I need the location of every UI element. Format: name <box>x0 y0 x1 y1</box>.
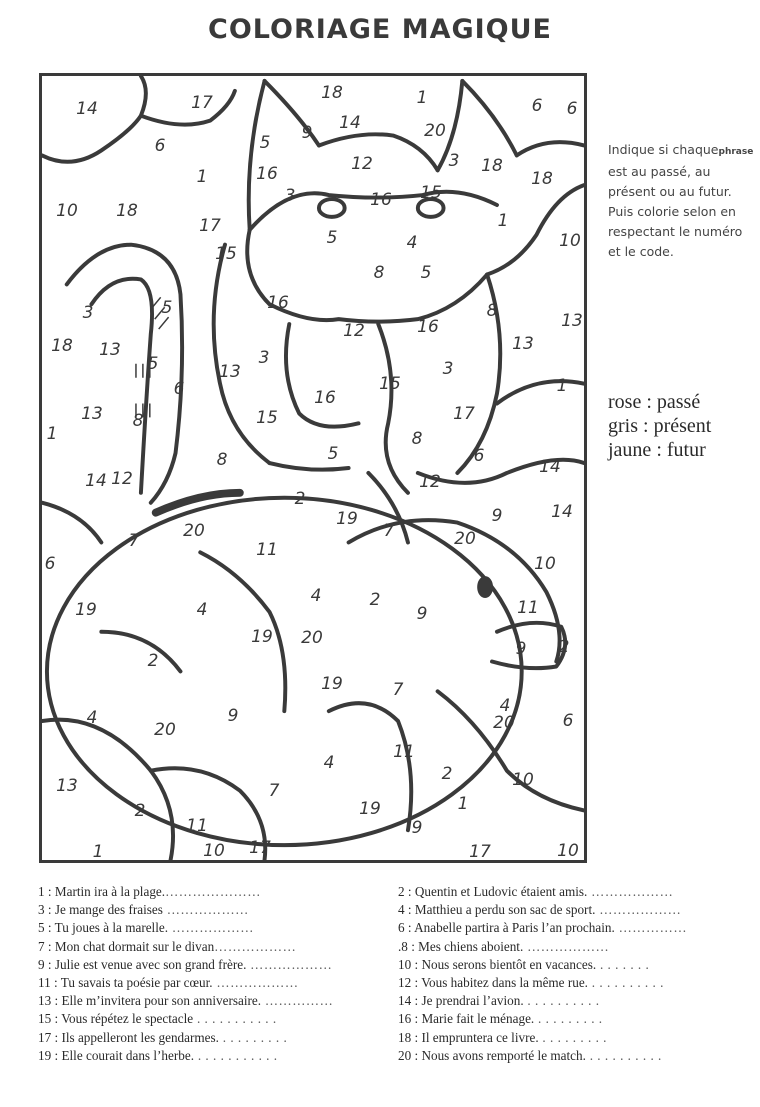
answer-blank[interactable]: . . . . . . . . . <box>534 1011 603 1027</box>
region-number[interactable]: 18 <box>51 336 73 356</box>
sentence-item: 14 : Je prendrai l’avion. . . . . . . . . . . <box>398 993 600 1009</box>
region-number[interactable]: 18 <box>321 83 343 103</box>
region-number[interactable]: 17 <box>469 842 491 862</box>
region-number[interactable]: 13 <box>99 340 121 360</box>
region-number[interactable]: 9 <box>227 706 239 726</box>
region-number[interactable]: 11 <box>517 598 539 618</box>
region-number[interactable]: 11 <box>393 742 415 762</box>
region-number[interactable]: 2 <box>441 764 453 784</box>
region-number[interactable]: 1 <box>556 376 568 396</box>
region-number[interactable]: 19 <box>75 600 97 620</box>
region-number[interactable]: 5 <box>147 354 159 374</box>
region-number[interactable]: 5 <box>326 228 338 248</box>
region-number[interactable]: 16 <box>314 388 336 408</box>
answer-blank[interactable]: ……………… <box>595 902 682 918</box>
region-number[interactable]: 2 <box>147 651 159 671</box>
region-number[interactable]: 1 <box>92 842 104 862</box>
region-number[interactable]: 14 <box>539 457 561 477</box>
region-number[interactable]: 8 <box>132 411 144 431</box>
region-number[interactable]: 4 <box>406 233 418 253</box>
sentence-item: 9 : Julie est venue avec son grand frère. ……………… <box>38 956 333 972</box>
region-number[interactable]: 1 <box>457 794 469 814</box>
region-number[interactable]: 3 <box>448 151 460 171</box>
region-number[interactable]: 4 <box>196 600 208 620</box>
coloring-picture[interactable] <box>39 73 587 863</box>
region-number[interactable]: 2 <box>558 637 570 657</box>
region-number[interactable]: 6 <box>44 554 56 574</box>
region-number[interactable]: 12 <box>111 469 133 489</box>
sentence-item: 10 : Nous serons bientôt en vacances. . . . . . . . <box>398 956 650 972</box>
answer-blank[interactable]: …………… <box>614 920 688 936</box>
region-number[interactable]: 6 <box>154 136 166 156</box>
answer-blank[interactable]: . . . . . . . . . . <box>523 993 600 1009</box>
region-number[interactable]: 4 <box>499 696 511 716</box>
answer-blank[interactable]: . . . . . . . <box>596 956 650 972</box>
region-number[interactable]: 9 <box>491 506 503 526</box>
region-number[interactable]: 16 <box>267 293 289 313</box>
region-number[interactable]: 13 <box>81 404 103 424</box>
region-number[interactable]: 17 <box>199 216 221 236</box>
region-number[interactable]: 13 <box>512 334 534 354</box>
instructions-rest: est au passé, au présent ou au futur. Puis colorie selon en respectant le numéro et le code. <box>608 164 743 259</box>
color-code-past: rose : passé <box>608 391 701 413</box>
region-number[interactable]: 9 <box>416 604 428 624</box>
region-number[interactable]: 19 <box>336 509 358 529</box>
answer-blank[interactable]: . . . . . . . . . . . <box>194 1047 278 1063</box>
region-number[interactable]: 18 <box>531 169 553 189</box>
answer-blank[interactable]: . . . . . . . . . . <box>585 1047 662 1063</box>
region-number[interactable]: 20 <box>154 720 176 740</box>
sentence-item: 1 : Martin ira à la plage.………………… <box>38 884 261 899</box>
answer-blank[interactable]: . . . . . . . . . <box>218 1029 288 1045</box>
answer-blank[interactable]: ……………… <box>212 975 299 991</box>
sentence-item: .8 : Mes chiens aboient. ……………… <box>398 938 610 954</box>
region-number[interactable]: 3 <box>284 186 296 206</box>
region-number[interactable]: 17 <box>453 404 475 424</box>
region-number[interactable]: 19 <box>251 627 273 647</box>
region-number[interactable]: 12 <box>343 321 365 341</box>
answer-blank[interactable]: …………… <box>261 993 334 1009</box>
sentence-item: 20 : Nous avons remporté le match. . . . . . . . . . . <box>398 1047 662 1063</box>
worksheet-title: COLORIAGE MAGIQUE <box>208 14 552 45</box>
region-number[interactable]: 20 <box>454 529 476 549</box>
region-number[interactable]: 1 <box>416 88 428 108</box>
sentence-item: 12 : Vous habitez dans la même rue. . . . . . . . . . . <box>398 975 664 991</box>
region-number[interactable]: 12 <box>351 154 373 174</box>
sentence-item: 15 : Vous répétez le spectacle . . . . . . . . . . . <box>38 1011 277 1027</box>
region-number[interactable]: 18 <box>481 156 503 176</box>
region-number[interactable]: 3 <box>82 303 94 323</box>
sentence-item: 6 : Anabelle partira à Paris l’an prochain. …………… <box>398 920 688 936</box>
region-number[interactable]: 2 <box>369 590 381 610</box>
sentence-item: 17 : Ils appelleront les gendarmes. . . . . . . . . . <box>38 1029 288 1045</box>
region-number[interactable]: 3 <box>442 359 454 379</box>
region-number[interactable]: 2 <box>134 801 146 821</box>
region-number[interactable]: 16 <box>417 317 439 337</box>
sentence-item: 5 : Tu joues à la marelle. ……………… <box>38 920 254 936</box>
region-number[interactable]: 13 <box>219 362 241 382</box>
sentence-item: 13 : Elle m’invitera pour son anniversaire. …………… <box>38 993 334 1009</box>
sentence-item: 2 : Quentin et Ludovic étaient amis. ……………… <box>398 884 674 899</box>
region-number[interactable]: 7 <box>268 781 280 801</box>
region-number[interactable]: 18 <box>116 201 138 221</box>
sentence-item: 11 : Tu savais ta poésie par cœur. ……………… <box>38 975 299 991</box>
answer-blank[interactable]: ……………… <box>214 938 297 954</box>
region-number[interactable]: 5 <box>420 263 432 283</box>
answer-blank[interactable]: . . . . . . . . . . <box>587 975 664 991</box>
region-number[interactable]: 10 <box>56 201 78 221</box>
region-number[interactable]: 7 <box>383 521 395 541</box>
region-number[interactable]: 11 <box>186 816 208 836</box>
region-number[interactable]: 6 <box>531 96 543 116</box>
region-number[interactable]: 6 <box>562 711 574 731</box>
region-number[interactable]: 10 <box>559 231 581 251</box>
region-number[interactable]: 10 <box>203 841 225 861</box>
region-number[interactable]: 9 <box>411 818 423 838</box>
region-number[interactable]: 1 <box>196 167 208 187</box>
region-number[interactable]: 20 <box>301 628 323 648</box>
color-code-legend <box>608 390 758 462</box>
sentence-item: 7 : Mon chat dormait sur le divan……………… <box>38 938 297 954</box>
instructions-small-word: phrase <box>718 147 754 157</box>
region-number[interactable]: 7 <box>392 680 404 700</box>
region-number[interactable]: 10 <box>534 554 556 574</box>
region-number[interactable]: 7 <box>128 531 140 551</box>
region-number[interactable]: 11 <box>256 540 278 560</box>
region-number[interactable]: 20 <box>183 521 205 541</box>
region-number[interactable]: 15 <box>256 408 278 428</box>
answer-blank[interactable]: ……………… <box>587 884 674 899</box>
instructions-line1: Indique si chaque <box>608 142 719 157</box>
answer-blank[interactable]: ……………… <box>162 902 249 918</box>
region-number[interactable]: 6 <box>473 446 485 466</box>
region-number[interactable]: 8 <box>486 301 498 321</box>
sentence-item: 18 : Il empruntera ce livre. . . . . . . . . . <box>398 1029 607 1045</box>
line-art-drawing <box>42 76 584 860</box>
sentence-column-even <box>368 883 738 1065</box>
region-number[interactable]: 10 <box>557 841 579 861</box>
region-number[interactable]: 16 <box>256 164 278 184</box>
region-number[interactable]: 5 <box>327 444 339 464</box>
region-number[interactable]: 14 <box>76 99 98 119</box>
answer-blank[interactable]: ……………… <box>523 938 610 954</box>
region-number[interactable]: 1 <box>46 424 58 444</box>
answer-blank[interactable]: ………………… <box>165 884 261 899</box>
region-number[interactable]: 4 <box>323 753 335 773</box>
sentence-column-odd <box>38 883 368 1065</box>
region-number[interactable]: 14 <box>85 471 107 491</box>
region-number[interactable]: 17 <box>191 93 213 113</box>
region-number[interactable]: 13 <box>56 776 78 796</box>
sentence-list <box>38 883 738 1065</box>
region-number[interactable]: 8 <box>373 263 385 283</box>
color-code-present: gris : présent <box>608 415 712 437</box>
region-number[interactable]: 16 <box>370 190 392 210</box>
instructions-text <box>608 140 758 262</box>
region-number[interactable]: 9 <box>301 123 313 143</box>
region-number[interactable]: 10 <box>512 770 534 790</box>
region-number[interactable]: 17 <box>249 838 271 858</box>
region-number[interactable]: 5 <box>259 133 271 153</box>
region-number[interactable]: 19 <box>321 674 343 694</box>
color-code-future: jaune : futur <box>608 439 706 461</box>
region-number[interactable]: 9 <box>515 639 527 659</box>
answer-blank[interactable]: ……………… <box>246 956 333 972</box>
region-number[interactable]: 6 <box>173 379 185 399</box>
sentence-item: 3 : Je mange des fraises ……………… <box>38 902 249 918</box>
region-number[interactable]: 20 <box>493 713 515 733</box>
region-number[interactable]: 8 <box>411 429 423 449</box>
region-number[interactable]: 15 <box>379 374 401 394</box>
region-number[interactable]: 15 <box>215 244 237 264</box>
sentence-item: 19 : Elle courait dans l’herbe. . . . . . . . . . . . <box>38 1047 278 1063</box>
answer-blank[interactable]: ……………… <box>168 920 254 936</box>
region-number[interactable]: 14 <box>339 113 361 133</box>
region-number[interactable]: 20 <box>424 121 446 141</box>
sentence-item: 4 : Matthieu a perdu son sac de sport. ……………… <box>398 902 682 918</box>
region-number[interactable]: 1 <box>497 211 509 231</box>
sentence-item: 16 : Marie fait le ménage. . . . . . . . . . <box>398 1011 603 1027</box>
region-number[interactable]: 3 <box>258 348 270 368</box>
answer-blank[interactable]: . . . . . . . . . . . <box>193 1011 277 1027</box>
region-number[interactable]: 2 <box>294 489 306 509</box>
region-number[interactable]: 12 <box>419 472 441 492</box>
region-number[interactable]: 4 <box>86 708 98 728</box>
answer-blank[interactable]: . . . . . . . . . <box>538 1029 607 1045</box>
region-number[interactable]: 8 <box>216 450 228 470</box>
region-number[interactable]: 6 <box>566 99 578 119</box>
region-number[interactable]: 5 <box>161 298 173 318</box>
region-number[interactable]: 13 <box>561 311 583 331</box>
region-number[interactable]: 19 <box>359 799 381 819</box>
region-number[interactable]: 14 <box>551 502 573 522</box>
region-number[interactable]: 15 <box>420 183 442 203</box>
region-number[interactable]: 4 <box>310 586 322 606</box>
